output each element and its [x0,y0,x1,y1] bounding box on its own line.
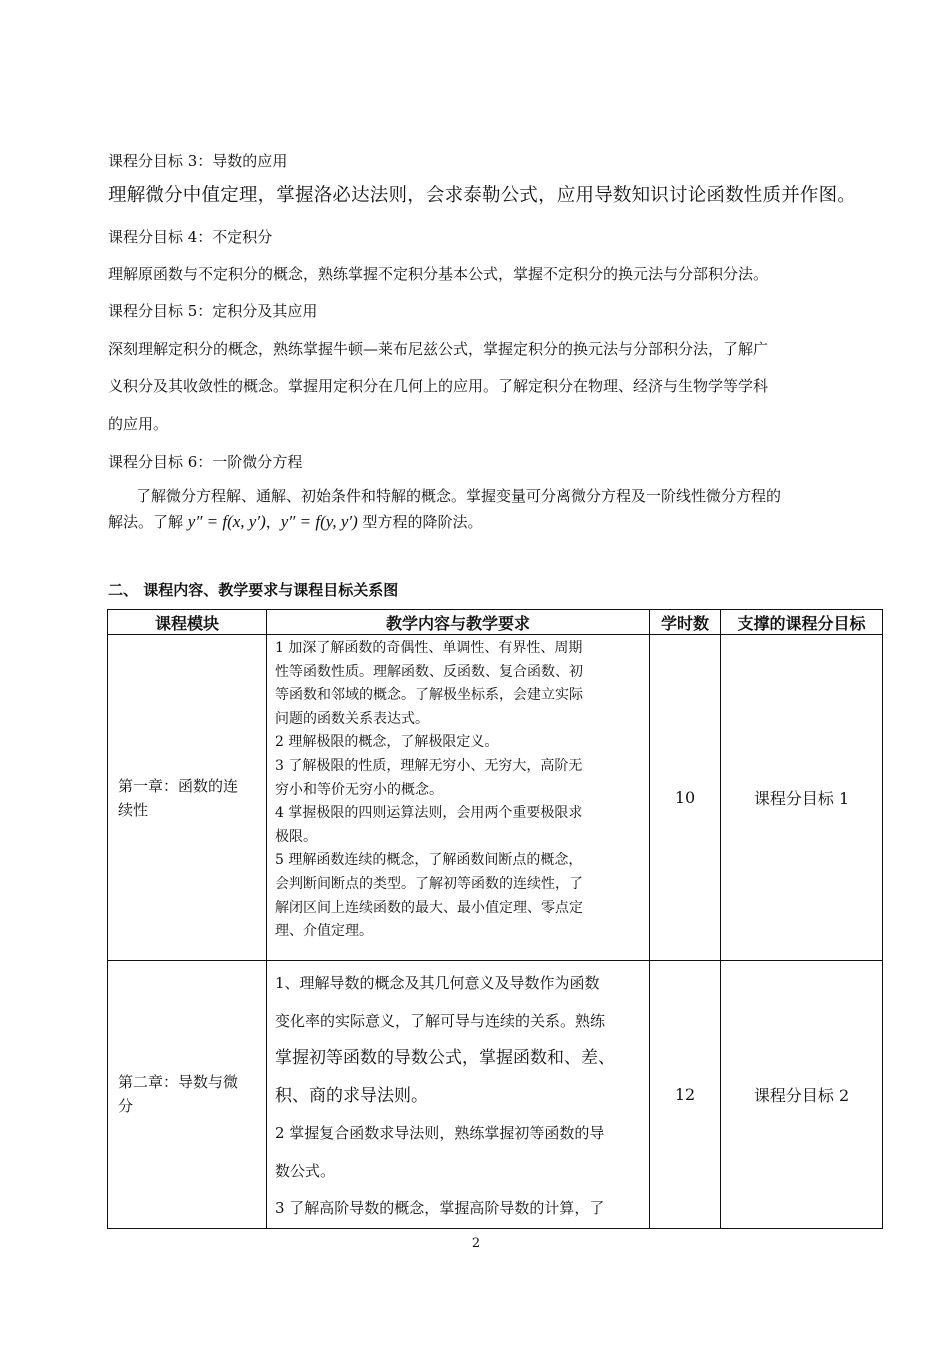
content-line: 掌握初等函数的导数公式，掌握函数和、差、 [275,1048,615,1068]
goal6-line-1: 了解微分方程解、通解、初始条件和特解的概念。掌握变量可分离微分方程及一阶线性微分方程的 [136,487,782,505]
content-line: 等函数和邻域的概念。了解极坐标系，会建立实际 [275,687,583,704]
content-line: 问题的函数关系表达式。 [275,710,429,727]
content-line: 1、理解导数的概念及其几何意义及导数作为函数 [275,974,600,992]
goal6-line2-post: 型方程的降阶法。 [357,513,483,531]
header-goal: 支撑的课程分目标 [721,610,883,635]
content-line: 2 掌握复合函数求导法则，熟练掌握初等函数的导 [275,1124,605,1142]
content-line: 解闭区间上连续函数的最大、最小值定理、零点定 [275,899,583,916]
content-line: 性等函数性质。理解函数、反函数、复合函数、初 [275,663,583,680]
content-line: 数公式。 [275,1161,336,1180]
goal3-text: 理解微分中值定理，掌握洛必达法则，会求泰勒公式，应用导数知识讨论函数性质并作图。 [108,185,857,206]
goal3-title: 课程分目标 3：导数的应用 [108,152,288,170]
page-number: 2 [471,1236,481,1251]
content-line: 2 理解极限的概念，了解极限定义。 [275,734,499,751]
hours-cell: 10 [650,635,721,961]
goal4-text: 理解原函数与不定积分的概念，熟练掌握不定积分基本公式，掌握不定积分的换元法与分部积分法。 [108,265,769,283]
section-heading: 二、 课程内容、教学要求与课程目标关系图 [108,581,399,599]
content-line: 极限。 [275,828,317,845]
goal6-line-2 [108,512,483,532]
content-line: 5 理解函数连续的概念，了解函数间断点的概念， [275,852,583,869]
content-line: 理、介值定理。 [275,923,373,940]
goal5-line-1: 深刻理解定积分的概念，熟练掌握牛顿—莱布尼兹公式，掌握定积分的换元法与分部积分法，了解广 [108,340,769,358]
content-line: 穷小和等价无穷小的概念。 [275,781,443,798]
goal6-line2-pre: 解法。了解 [108,513,188,531]
goal4-title: 课程分目标 4：不定积分 [108,228,273,246]
goal-cell: 课程分目标 2 [721,961,883,1229]
content-line: 会判断间断点的类型。了解初等函数的连续性，了 [275,875,583,892]
course-content-table [107,609,883,1229]
content-line: 4 掌握极限的四则运算法则，会用两个重要极限求 [275,805,583,822]
module-cell [108,961,267,1229]
table-row [108,635,883,961]
module-cell [108,635,267,961]
module-line: 第二章：导数与微 [118,1073,239,1092]
module-line: 分 [118,1097,134,1116]
table-row [108,961,883,1229]
content-line: 积、商的求导法则。 [275,1085,428,1106]
goal5-line-3: 的应用。 [108,415,169,433]
module-line: 第一章：函数的连 [118,776,239,795]
module-line: 续性 [118,800,149,819]
formula-ode-2: y″ = f(y, y′) [280,512,358,531]
goal5-line-2: 义积分及其收敛性的概念。掌握用定积分在几何上的应用。了解定积分在物理、经济与生物学等学科 [108,377,769,395]
goal6-title: 课程分目标 6：一阶微分方程 [108,453,303,471]
content-cell [267,635,650,961]
content-line: 3 了解高阶导数的概念，掌握高阶导数的计算，了 [275,1199,605,1217]
content-line: 3 了解极限的性质，理解无穷小、无穷大，高阶无 [275,757,583,774]
goal5-title: 课程分目标 5：定积分及其应用 [108,302,318,320]
goal-cell: 课程分目标 1 [721,635,883,961]
header-module: 课程模块 [108,610,267,635]
content-line: 变化率的实际意义，了解可导与连续的关系。熟练 [275,1011,606,1030]
content-line: 1 加深了解函数的奇偶性、单调性、有界性、周期 [275,640,583,656]
header-content: 教学内容与教学要求 [267,610,650,635]
hours-cell: 12 [650,961,721,1229]
header-hours: 学时数 [650,610,721,635]
formula-separator: ， [265,513,281,531]
table-header-row [108,610,883,635]
formula-ode-1: y″ = f(x, y′) [187,512,266,531]
content-cell [267,961,650,1229]
